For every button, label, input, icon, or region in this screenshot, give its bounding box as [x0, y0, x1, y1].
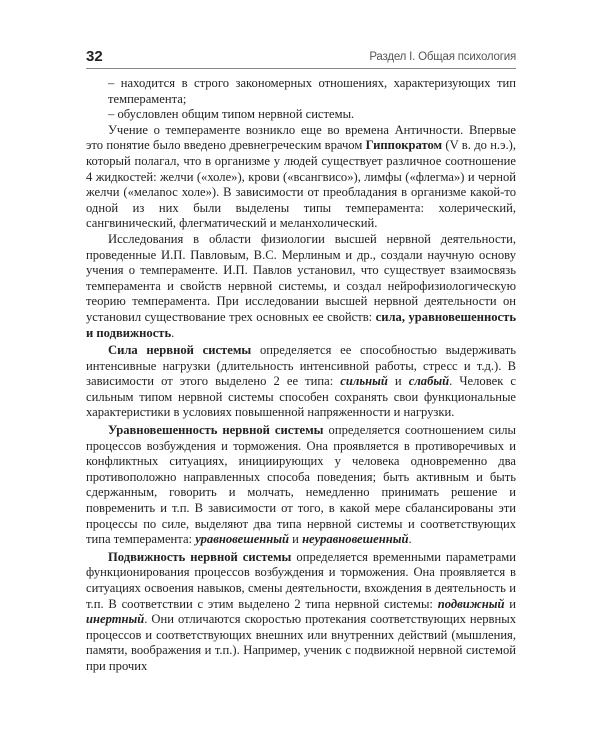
paragraph-strength: [86, 343, 516, 421]
bold-italic-term: сильный: [340, 374, 388, 389]
text-run: (V в. до н.э.), который полагал, что в организме у людей существует различное соотношение 4 жидкостей: желчи («холе»), крови («всангвисо»), лимфы («флегма») и черной желчи («мелаnос холе»). В зависимости от преобладания в организме какой-то одной из них были выделены типы темперамента: холерический, сангвинический, флегматический и меланхолический.: [86, 138, 516, 231]
running-title: Раздел I. Общая психология: [369, 51, 516, 63]
text-run: определяется ее способностью выдерживать интенсивные нагрузки (длительность интенсивной работы, стресс и т.д.). В зависимости от этого выделено 2 ее типа:: [86, 343, 517, 389]
paragraph-balance: [86, 423, 516, 548]
bold-italic-term: уравновешенный: [195, 532, 290, 547]
bullet-text: находится в строго закономерных отношениях, характеризующих тип темперамента;: [108, 76, 516, 106]
text-run: и: [289, 532, 303, 547]
bullet-dash: –: [108, 76, 115, 90]
bullet-dash: –: [108, 107, 115, 122]
text-run: .: [171, 325, 175, 340]
page-number: 32: [86, 48, 103, 65]
bold-italic-term: неуравновешенный: [302, 532, 409, 547]
text-run: и: [387, 374, 409, 389]
body-text: [86, 76, 516, 675]
paragraph-mobility: [86, 550, 516, 675]
text-run: и: [504, 596, 516, 611]
text-run: Учение о темпераменте возникло еще во времена Античности. Впервые это понятие было введено древнегреческим врачом: [86, 122, 516, 153]
bold-term: Сила нервной системы: [108, 343, 252, 358]
text-run: Исследования в области физиологии высшей нервной деятельности, проведенные И.П. Павловым, В.С. Мерлиным и др., создали научную основу учения о темпераменте. И.П. Павлов установил, что существует взаимосвязь темперамента и свойств нервной системы, и создал нейрофизиологическую теорию темперамента. При исследовании высшей нервной деятельности он установил существование трех основных ее свойств:: [86, 231, 516, 324]
bold-italic-term: слабый: [408, 374, 450, 389]
header-rule: [86, 68, 516, 69]
paragraph-history: [86, 123, 516, 232]
text-run: определяется соотношением силы процессов возбуждения и торможения. Она проявляется в противоречивых и конфликтных ситуациях, инициирующих у человека одновременно два противоположно направленных способа поведения; быть активным и быть сдержанным, говорить и молчать, немедленно принимать решение и повременить и т.п. В зависимости от того, в какой мере сбалансированы эти процессы по силе, выделяют два типа нервной системы и соответствующих типа темперамента:: [86, 423, 516, 547]
bold-term: Подвижность нервной системы: [108, 549, 292, 564]
bold-italic-term: инертный: [86, 612, 145, 627]
bullet-text: обусловлен общим типом нервной системы.: [117, 107, 355, 122]
bullet-item: [86, 76, 516, 107]
bullet-item: [86, 107, 516, 123]
text-run: . Человек с сильным типом нервной системы способен сохранять свои функциональные характеристики в условиях повышенной напряженности и нагрузки.: [86, 374, 516, 420]
bold-term: сила, уравновешенность и подвижность: [86, 309, 516, 340]
paragraph-pavlov: [86, 232, 516, 341]
page-header: [86, 48, 516, 70]
bold-term: Гиппократом: [365, 138, 443, 153]
text-run: .: [408, 532, 412, 547]
text-run: определяется временными параметрами функционирования процессов возбуждения и торможения. Она проявляется в ситуациях освоения навыков, смены деятельности, вхождения в деятельность и т.п. В соответствии с этим выделено 2 типа нервной системы:: [86, 549, 516, 611]
bold-italic-term: подвижный: [437, 596, 505, 611]
bold-term: Уравновешенность нервной системы: [108, 423, 324, 438]
text-run: . Они отличаются скоростью протекания соответствующих нервных процессов и соответствующих внешних или внутренних действий (мышления, памяти, воображения и т.п.). Например, ученик с подвижной нервной системой при прочих: [86, 612, 516, 673]
